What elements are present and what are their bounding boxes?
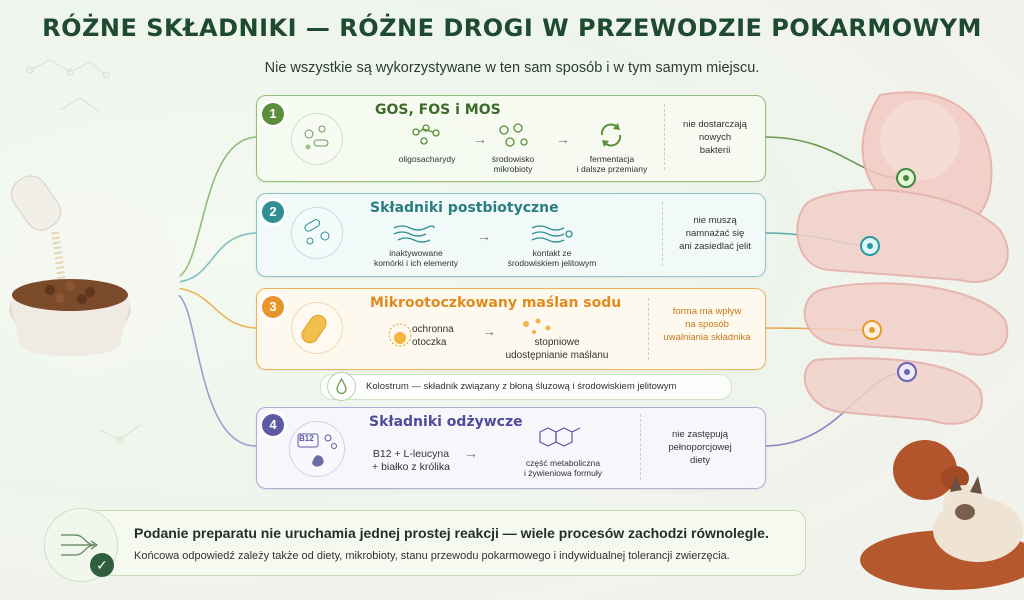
check-icon: ✓ bbox=[90, 553, 114, 577]
inactivated-cells-icon bbox=[291, 207, 343, 259]
arrow-icon: → bbox=[473, 131, 487, 147]
microbiota-environment-icon bbox=[496, 122, 530, 152]
card-title-1: GOS, FOS i MOS bbox=[375, 102, 501, 118]
page-title: RÓŻNE SKŁADNIKI — RÓŻNE DROGI W PRZEWODZIE POKARMOWYM bbox=[42, 14, 982, 42]
b12-badge: B12 bbox=[299, 434, 314, 443]
card-divider bbox=[662, 202, 664, 266]
card-number-3: 3 bbox=[262, 296, 284, 318]
microbes-icon bbox=[291, 113, 343, 165]
step-czesc-metaboliczna: część metaboliczna i żywieniowa formuły bbox=[524, 458, 602, 478]
drop-icon bbox=[327, 372, 356, 401]
card-title-4: Składniki odżywcze bbox=[369, 414, 523, 430]
note-card-3: forma ma wpływ na sposób uwalniania składnika bbox=[663, 306, 751, 343]
summary-title: Podanie preparatu nie uruchamia jednej prostej reakcji — wiele procesów zachodzi równolegle. bbox=[134, 525, 769, 541]
gradual-release-icon bbox=[520, 316, 560, 338]
arrow-icon: → bbox=[477, 228, 491, 244]
arrow-icon: → bbox=[482, 323, 496, 339]
card-title-3: Mikrootoczkowany maślan sodu bbox=[370, 295, 622, 311]
step-kontakt: kontakt ze środowiskiem jelitowym bbox=[507, 248, 597, 268]
step-inaktywowane: inaktywowane komórki i ich elementy bbox=[373, 248, 459, 268]
note-card-1: nie dostarczają nowych bakterii bbox=[683, 119, 747, 156]
protective-coating-icon bbox=[385, 320, 415, 350]
card-number-1: 1 bbox=[262, 103, 284, 125]
summary-box bbox=[86, 510, 806, 576]
cell-fragments-icon bbox=[392, 222, 436, 244]
arrow-icon: → bbox=[464, 445, 478, 461]
step-stopniowe: stopniowe udostępnianie maślanu bbox=[505, 337, 609, 361]
card-divider bbox=[664, 104, 666, 170]
step-b12: B12 + L-leucyna + białko z królika bbox=[372, 448, 450, 473]
molecule-icon bbox=[530, 426, 586, 456]
summary-subtitle: Końcowa odpowiedź zależy także od diety, mikrobioty, stanu przewodu pokarmowego i indywidualnej tolerancji zwierzęcia. bbox=[134, 550, 730, 562]
page-subtitle: Nie wszystkie są wykorzystywane w ten sam sposób i w tym samym miejscu. bbox=[264, 60, 760, 76]
nutrient-icon bbox=[289, 421, 345, 477]
card-number-2: 2 bbox=[262, 201, 284, 223]
card-divider bbox=[640, 414, 642, 480]
fermentation-cycle-icon bbox=[596, 120, 626, 150]
intestinal-contact-icon bbox=[530, 222, 574, 244]
card-title-2: Składniki postbiotyczne bbox=[370, 200, 559, 216]
note-card-2: nie muszą namnażać się ani zasiedlać jelit bbox=[679, 215, 751, 252]
kolostrum-text: Kolostrum — składnik związany z błoną śluzową i środowiskiem jelitowym bbox=[366, 381, 677, 392]
oligosaccharide-icon bbox=[410, 124, 444, 150]
capsule-icon bbox=[291, 302, 343, 354]
food-bowl-illustration bbox=[0, 170, 180, 370]
step-ochronna-otoczka: ochronna otoczka bbox=[412, 324, 454, 348]
dog-and-cat-illustration bbox=[860, 440, 1024, 590]
card-number-4: 4 bbox=[262, 414, 284, 436]
step-srodowisko-mikrobioty: środowisko mikrobioty bbox=[491, 154, 535, 174]
step-oligosacharydy: oligosacharydy bbox=[398, 154, 456, 164]
step-fermentacja: fermentacja i dalsze przemiany bbox=[576, 154, 648, 174]
note-card-4: nie zastępują pełnoporcjowej diety bbox=[668, 429, 732, 466]
arrow-icon: → bbox=[556, 131, 570, 147]
